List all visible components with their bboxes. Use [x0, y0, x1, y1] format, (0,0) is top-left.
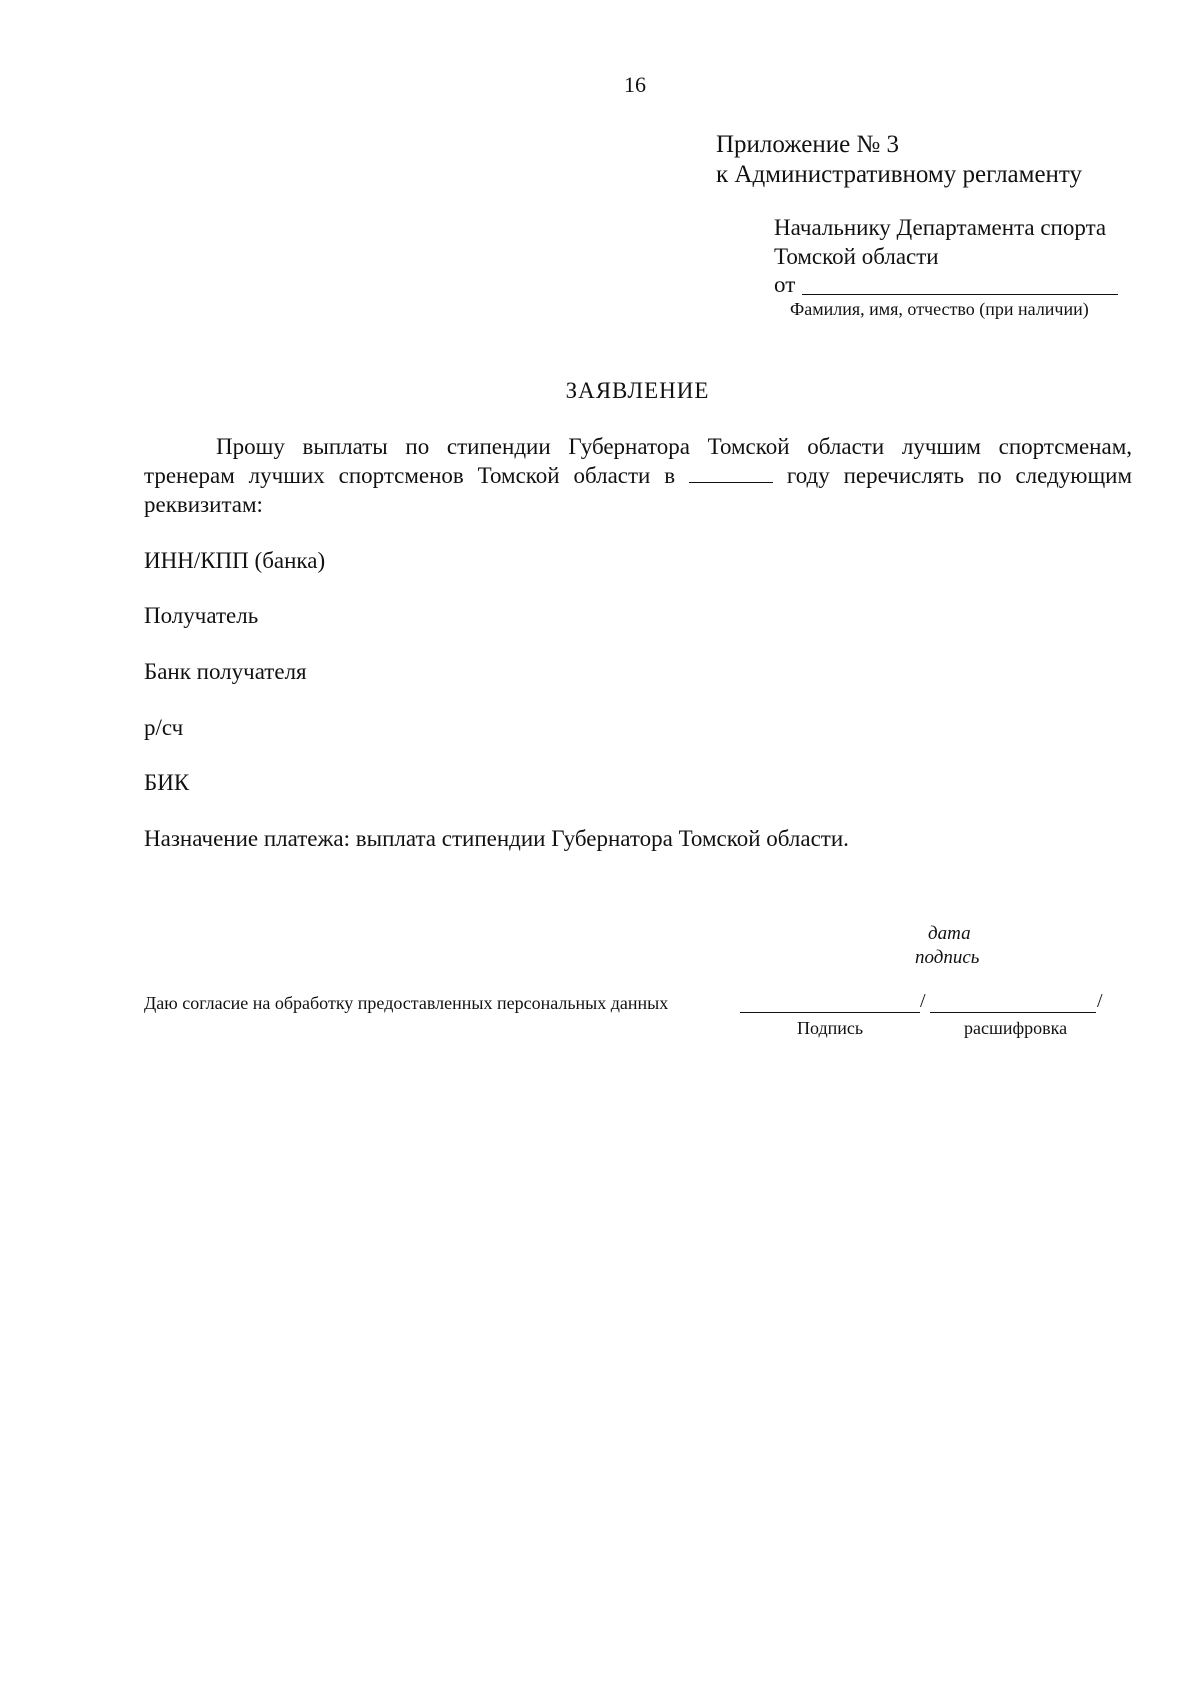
- appendix-title: Приложение № 3: [716, 131, 900, 158]
- body-line-1: Прошу выплаты по стипендии Губернатора Томской области лучшим спортсменам,: [216, 434, 1132, 459]
- field-bik: БИК: [144, 770, 190, 795]
- field-inn-kpp: ИНН/КПП (банка): [144, 548, 326, 573]
- consent-signature-caption: Подпись: [797, 1018, 864, 1038]
- addressee-line-1: Начальнику Департамента спорта: [774, 215, 1107, 240]
- page-number: 16: [624, 72, 646, 97]
- field-account: р/сч: [144, 715, 184, 740]
- addressee-line-2: Томской области: [774, 244, 939, 269]
- year-blank-field[interactable]: [689, 464, 773, 483]
- consent-slash-2: /: [1097, 990, 1103, 1012]
- body-line-2-end: году перечислять по следующим: [786, 463, 1133, 488]
- field-recipient-bank: Банк получателя: [144, 659, 307, 684]
- consent-text: Даю согласие на обработку предоставленных персональных данных: [144, 993, 669, 1013]
- signature-caption: подпись: [915, 947, 980, 968]
- consent-decoding-caption: расшифровка: [964, 1018, 1068, 1038]
- body-line-2: [144, 463, 1132, 489]
- from-name-field[interactable]: [802, 294, 1118, 295]
- field-payment-purpose: Назначение платежа: выплата стипендии Губернатора Томской области.: [144, 826, 849, 851]
- document-title: ЗАЯВЛЕНИЕ: [565, 378, 710, 403]
- consent-slash-1: /: [920, 990, 926, 1012]
- body-line-2-start: тренерам лучших спортсменов Томской области в: [144, 463, 676, 488]
- date-caption: дата: [928, 923, 971, 944]
- body-line-3: реквизитам:: [144, 492, 263, 517]
- fio-caption: Фамилия, имя, отчество (при наличии): [790, 299, 1089, 319]
- from-label: от: [774, 272, 796, 297]
- field-recipient: Получатель: [144, 603, 259, 628]
- consent-signature-field[interactable]: [740, 1012, 920, 1013]
- appendix-subtitle: к Административному регламенту: [716, 161, 1083, 188]
- consent-decoding-field[interactable]: [930, 1012, 1096, 1013]
